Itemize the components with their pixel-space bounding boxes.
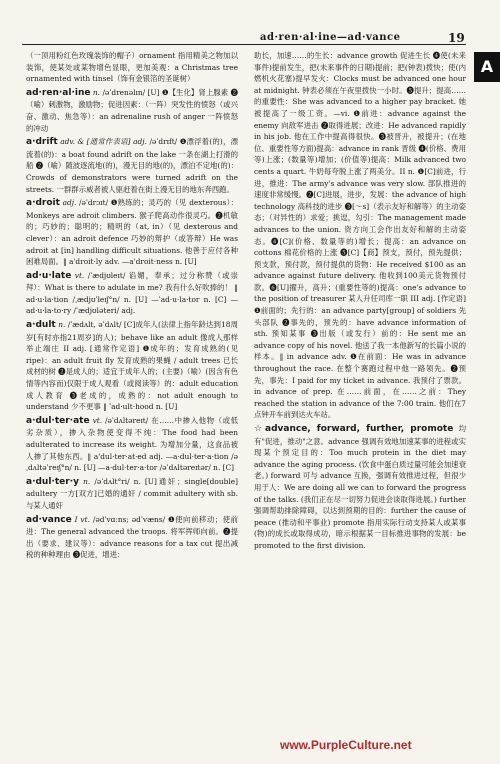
definition-text: /ˈædʌlt, əˈdʌlt/ [C]成年人(法律上指年龄达到18周岁[有时亦指21周岁]的人)；behave like an adult 像成人那样举止端庄 II adj. [通常作定语] ❶成年的；发育成熟的(见 ripe)：an adult fruit fly 发育成熟的果蝇 / adult trees 已长成材的树 ❷是成人的；适宜于成年人的；(主要)（喻）(因含有色情等内容而)仅限于成人观看（或阅读等）的：adult education 成人教育 ❸老成的，成熟的：not adult enough to understand 少不更事 ‖ ˈad·ult·hood n. [U] [26,320,238,412]
right-column [254,50,466,740]
page-number: 19 [448,31,465,45]
left-column [26,50,238,740]
definition-text: /əˈdrɔɪt/ ❶熟练的；灵巧的（见 dexterous）：Monkeys are adroit climbers. 猴子爬高动作很灵巧。❷机敏的；巧妙的；聪明的；精明的（at, in）（见 dexterous and clever）：an adroit defence 巧妙的辩护（或答辩）He was adroit at [in] handling difficult situations. 他善于应付各种困难局面。‖ a'droit·ly adv. —a'droit·ness n. [U] [26,198,238,267]
headword: ☆advance, forward, further, promote [254,424,454,434]
definition-text: 助长，加速……的生长：advance growth 促进生长 ❹使(未来事件)提前发生，把(未来事件的日期)提前；把(钟表)拨快；使(内燃机火花塞)提早发火：Clocks must be advanced one hour at midnight. 钟表必须在午夜里拨快一小时。❺提升；提高……的重要性：She was advanced to a higher pay bracket. 她被提高了一级工资。—vi. ❶前进：advance against the enemy 向敌军进击 ❷取得进展；改进：He advanced rapidly in his job. 他在工作中提高得很快。❸被晋升，被提升；(在地位、重要性等方面)提高：advance in rank 晋级 ❹(价格、费用等)上涨；(数量等)增加；(价值等)提高：Milk advanced two cents a quart. 牛奶每夸脱上涨了两美分。II n. ❶[C]前进，行进，推进：The army's advance was very slow. 部队推进的速度非常缓慢。❷[C]进展，进步，发展：the advance of high technology 高科技的进步 ❸[～s]（表示友好和解等）的主动姿态；（对异性的）求爱；挑逗，勾引：The management made advances to the union. 资方向工会作出友好和解的主动姿态。❹[C](价格、数量等的)增长；提高：an advance on cottons 棉花价格的上涨 ❺[C]【商】预支，预付，预先提供；预支款，预付款，预付提供的货物：He received $100 as an advance against future delivery. 他收到100美元货物预付款。❻[U]擢升，高升；(重要性等的)提高：one's advance to the position of treasurer 某人升任司库一职 III adj. [作定语] ❶前面的；先行的：an advance party[group] of soldiers 先头部队 ❷事先的，预先的：have advance information of sth. 预知某事 ❸出版（或发行）前的：He sent me an advance copy of his novel. 他送了我一本他新写的长篇小说的样本。‖ in advance adv. ❶在前面：He was in advance throughout the race. 在整个赛跑过程中他一路领先。❷预先，事先：I paid for my ticket in advance. 我预付了票款。in advance of prep. 在……前面，在……之前：They reached the station in advance of the 7:00 train. 他们在7点钟开车前到达火车站。 [254,51,466,420]
definition-text: /əˈdʌlt°ri/ n. [U]通奸；single[double] adultery 一方[双方]已婚的通奸 / commit adultery with sb. 与某人通奸 [26,476,238,510]
watermark: www.PurpleCulture.net [280,738,412,752]
headword: ad·u·late [26,270,72,281]
thumb-index-tab: A [474,52,500,82]
dictionary-entry [26,514,238,561]
headword: a·dul·ter·ate [26,415,90,426]
dictionary-entry [26,50,238,85]
headword: ad·ren·al·ine [26,87,91,98]
dictionary-entry [26,270,238,317]
definition-text: /ˈædjʊleɪt/ 谄媚，奉承；过分称赞（或崇拜）：What is there to adulate in me? 我有什么好吹捧的！ ‖ ad·u·la·tion /ˌædjʊˈleɪʃ°n/ n. [U] —ˈad·u·la·tor n. [C] —ad·u·la·to·ry /ˈædjʊləteri/ adj. [26,270,238,316]
part-of-speech: vt. [74,270,85,280]
part-of-speech: vt. [92,415,103,425]
part-of-speech: adj. [62,198,77,208]
part-of-speech: n. [58,320,66,330]
dictionary-entry [254,423,466,552]
headword: a·drift [26,137,58,148]
definition-text: /əˈdʌltəreɪt/ 在……中掺入他物（或低劣杂质），掺入杂物使变得不纯：The food had been adulterated to increase its weight. 为增加分量，这食品被人掺了其他东西。‖ a'dul·ter·at·ed adj. —a·dul·ter·a·tion /əˌdʌltəˈreɪʃ°n/ n. [U] —a·dul·ter·a·tor /əˈdʌltəreɪtər/ n. [C] [26,415,238,473]
part-of-speech: adv. & [通常作表语] adj. [60,137,147,147]
header-rule [22,44,466,45]
dictionary-entry [26,87,238,134]
running-head: ad·ren·al·ine—ad·vance [260,32,401,43]
headword: a·dul·ter·y [26,476,79,487]
part-of-speech: n. [83,476,91,486]
dictionary-entry [254,50,466,421]
dictionary-entry [26,415,238,474]
dictionary-entry [26,136,238,195]
definition-text: （一顶用粉红色玫瑰装饰的帽子）ornament 指用精美之物加以装饰，使某处或某物增色显眼，更加美观：a Christmas tree ornamented with tinsel（饰有金银箔的圣诞树） [26,51,238,84]
definition-text: /əˈdrenəlɪn/ [U] ❶【生化】肾上腺素 ❷（喻）刺激物，激励物；促进因素：（一阵）突发性的愤怒（或兴奋、激动、焦急等）：an adrenaline rush of anger 一阵愤怒的冲动 [26,87,238,133]
definition-text: /ədˈvɑːns; ədˈvæns/ ❶使向前移动；使前进：The general advanced the troops. 将军挥师向前。❷提出（要求、建议等）：advance reasons for a tax cut 提出减税的种种理由 ❸促进，增进： [26,514,238,560]
part-of-speech: n. [92,87,101,97]
definition-text: 均有"促进，推动"之意。advance 强调有效地加速某事的进程或实现某个预定目的：Too much protein in the diet may advance the aging process. (饮食中蛋白质过量可能会加速衰老。) forward 可与 advance 互换，强调有效推进过程，但很少用于人：We are doing all we can to forward the progress of the talks. (我们正在尽一切努力促进会谈取得进展。) further 强调帮助排除障碍，以达到预期的目的：further the cause of peace (推动和平事业) promote 指用实际行动支持某人或某事(物)的成长或取得成功，暗示根据某一目标推进事物的发展：be promoted to the first division. [254,424,466,550]
headword: a·dult [26,320,56,331]
definition-text: /əˈdrɪft/ ❶漂浮着(的)，漂流着(的)：a boat found adrift on the lake 一条在湖上打滑的船 ❷（喻）随波逐流地(的)，漫无目的地(的)，漂泊不定地(的)：Crowds of demonstrators were turned adrift on the streets. 一群群示威者被人驱赶着在街上漫无目的地东奔西跑。 [26,137,238,194]
dictionary-entry [26,476,238,512]
headword: a·droit [26,198,60,209]
dictionary-entry [26,197,238,268]
dictionary-entry [26,319,238,413]
page-header [0,4,500,44]
part-of-speech: I vt. [74,514,90,524]
headword: ad·vance [26,514,72,525]
